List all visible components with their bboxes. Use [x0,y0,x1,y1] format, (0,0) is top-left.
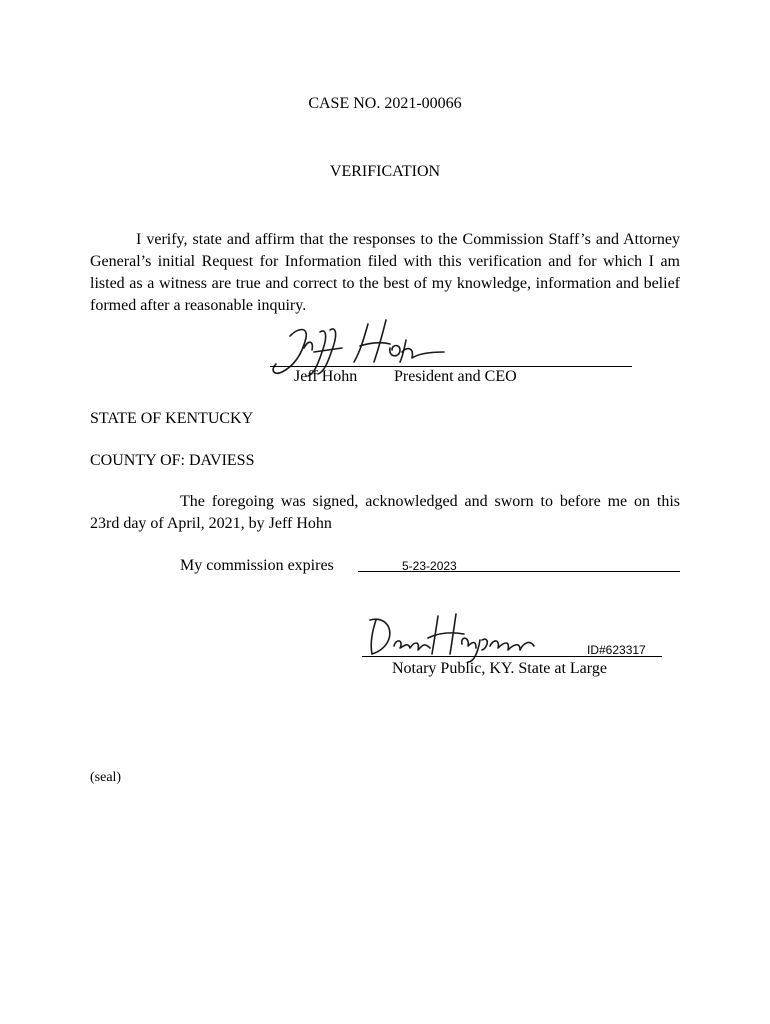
commission-label: My commission expires [180,557,334,574]
document-title: VERIFICATION [329,163,441,180]
commission-line [358,571,680,572]
notary-signature-line [362,656,662,657]
verification-body: I verify, state and affirm that the responses to the Commission Staff’s and Attorney General’s initial Request for Information filed with this verification and for which I am listed as a witness are true and correct to the best of my knowledge, information and belief formed after a reasonable inquiry. [90,231,680,314]
notary-title: Notary Public, KY. State at Large [392,660,607,677]
notary-id: ID#623317 [587,643,646,657]
signer-title: President and CEO [394,368,517,385]
acknowledgment-text: The foregoing was signed, acknowledged and sworn to before me on this 23rd day of April, 2021, by Jeff Hohn [90,493,680,532]
case-number: CASE NO. 2021-00066 [308,95,462,112]
signer-name: Jeff Hohn [294,368,358,385]
state-line: STATE OF KENTUCKY [90,410,254,427]
seal-placeholder: (seal) [90,770,122,785]
county-line: COUNTY OF: DAVIESS [90,452,255,469]
commission-date: 5-23-2023 [402,559,457,573]
